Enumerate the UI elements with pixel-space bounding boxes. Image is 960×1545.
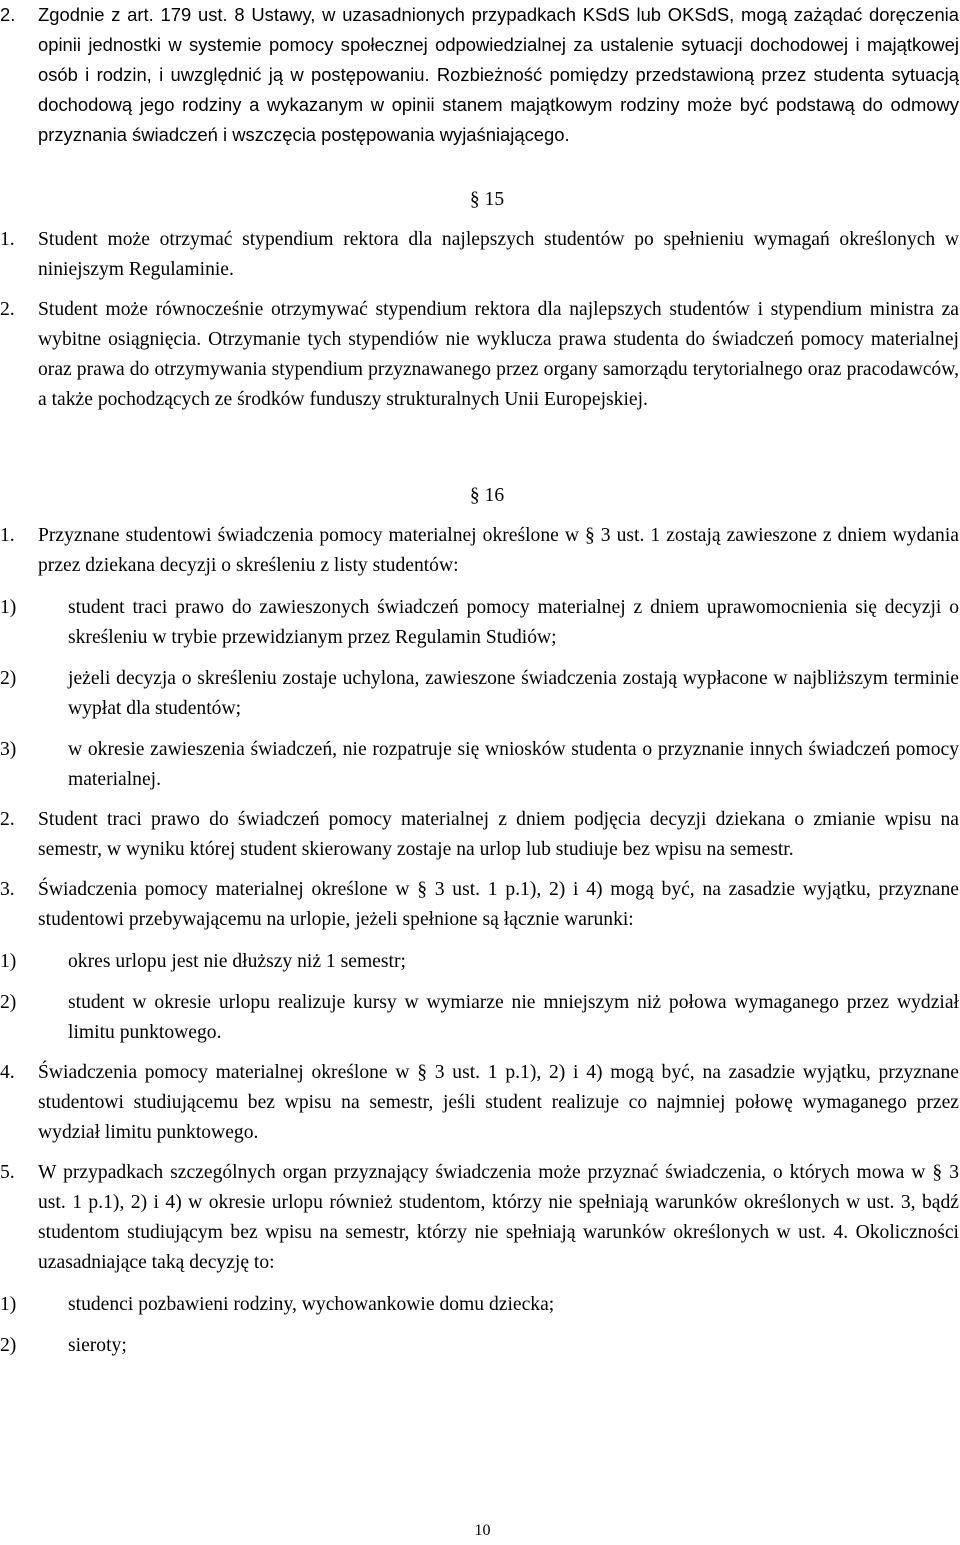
subitem-number: 1): [0, 951, 17, 972]
subitem-text: w okresie zawieszenia świadczeń, nie rozpatruje się wniosków studenta o przyznanie innych świadczeń pomocy materialnej.: [68, 739, 959, 790]
section-heading: § 16: [469, 485, 505, 506]
subitem-number: 1): [0, 597, 17, 618]
section-16-item-3-sub-2: [0, 988, 959, 1048]
item-number: 2.: [0, 299, 15, 320]
subitem-text: studenci pozbawieni rodziny, wychowankowie domu dziecka;: [68, 1294, 555, 1315]
section-16-item-3-sub-1: [0, 947, 959, 977]
item-text: Świadczenia pomocy materialnej określone w § 3 ust. 1 p.1), 2) i 4) mogą być, na zasadzie wyjątku, przyznane studentowi przebywającemu na urlopie, jeżeli spełnione są łącznie warunki:: [38, 879, 959, 930]
item-number: 1.: [0, 229, 15, 250]
section-16-item-3: [0, 875, 959, 935]
subitem-number: 2): [0, 1335, 17, 1356]
subitem-spacer: [28, 735, 68, 795]
subitem-text: sieroty;: [68, 1335, 127, 1356]
item-number: 4.: [0, 1062, 15, 1083]
subitem-spacer: [28, 593, 68, 653]
item-text: Student może równocześnie otrzymywać stypendium rektora dla najlepszych studentów i stypendium ministra za wybitne osiągnięcia. Otrzymanie tych stypendiów nie wyklucza prawa studenta do świadczeń pomocy materialnej oraz prawa do otrzymywania stypendium przyznawanego przez organy samorządu terytorialnego oraz pracodawców, a także pochodzących ze środków funduszy strukturalnych Unii Europejskiej.: [38, 299, 959, 410]
item-number: 3.: [0, 879, 15, 900]
section-16-item-5-sub-2: [0, 1331, 959, 1361]
item-number: 2.: [0, 809, 15, 830]
paragraph-item-2-intro: [0, 0, 959, 150]
section-16-item-1-sub-3: [0, 735, 959, 795]
subitem-text: jeżeli decyzja o skreśleniu zostaje uchylona, zawieszone świadczenia zostają wypłacone w najbliższym terminie wypłat dla studentów;: [68, 668, 959, 719]
section-16-item-5: [0, 1158, 959, 1278]
section-16-item-1-sub-2: [0, 664, 959, 724]
page-number: 10: [474, 1522, 491, 1539]
section-16-item-1-sub-1: [0, 593, 959, 653]
subitem-number: 2): [0, 992, 17, 1013]
subitem-spacer: [28, 947, 68, 977]
item-text: Świadczenia pomocy materialnej określone w § 3 ust. 1 p.1), 2) i 4) mogą być, na zasadzie wyjątku, przyznane studentowi studiującemu bez wpisu na semestr, jeśli student realizuje co najmniej połowę wymaganego przez wydział limitu punktowego.: [38, 1062, 959, 1143]
item-number: 1.: [0, 525, 15, 546]
item-number: 5.: [0, 1162, 15, 1183]
item-text: W przypadkach szczególnych organ przyznający świadczenia może przyznać świadczenia, o których mowa w § 3 ust. 1 p.1), 2) i 4) w okresie urlopu również studentom, którzy nie spełniają warunków określonych w ust. 3, bądź studentom studiującym bez wpisu na semestr, którzy nie spełniają warunków określonych w ust. 4. Okoliczności uzasadniające taką decyzję to:: [38, 1162, 959, 1273]
subitem-text: okres urlopu jest nie dłuższy niż 1 semestr;: [68, 951, 406, 972]
section-15: [0, 185, 959, 415]
subitem-spacer: [28, 988, 68, 1048]
section-16: [0, 481, 959, 1361]
item-text: Zgodnie z art. 179 ust. 8 Ustawy, w uzasadnionych przypadkach KSdS lub OKSdS, mogą zażądać doręczenia opinii jednostki w systemie pomocy społecznej odpowiedzialnej za ustalenie sytuacji dochodowej i majątkowej osób i rodzin, i uwzględnić ją w postępowaniu. Rozbieżność pomiędzy przedstawioną przez studenta sytuacją dochodową jego rodziny a wykazanym w opinii stanem majątkowym rodziny może być podstawą do odmowy przyznania świadczeń i wszczęcia postępowania wyjaśniającego.: [38, 4, 959, 145]
item-text: Student może otrzymać stypendium rektora dla najlepszych studentów po spełnieniu wymagań określonych w niniejszym Regulaminie.: [38, 229, 959, 280]
subitem-spacer: [28, 664, 68, 724]
item-text: Student traci prawo do świadczeń pomocy materialnej z dniem podjęcia decyzji dziekana o zmianie wpisu na semestr, w wyniku której student skierowany zostaje na urlop lub studiuje bez wpisu na semestr.: [38, 809, 959, 860]
section-heading: § 15: [469, 189, 505, 210]
subitem-text: student w okresie urlopu realizuje kursy w wymiarze nie mniejszym niż połowa wymaganego przez wydział limitu punktowego.: [68, 992, 959, 1043]
subitem-spacer: [28, 1331, 68, 1361]
section-16-item-1: [0, 521, 959, 581]
section-16-item-4: [0, 1058, 959, 1148]
subitem-number: 3): [0, 739, 17, 760]
section-15-item-2: [0, 295, 959, 415]
section-16-item-5-sub-1: [0, 1290, 959, 1320]
item-number: 2.: [0, 4, 16, 25]
subitem-text: student traci prawo do zawieszonych świadczeń pomocy materialnej z dniem uprawomocnienia się decyzji o skreśleniu w trybie przewidzianym przez Regulamin Studiów;: [68, 597, 959, 648]
subitem-number: 2): [0, 668, 17, 689]
item-text: Przyznane studentowi świadczenia pomocy materialnej określone w § 3 ust. 1 zostają zawieszone z dniem wydania przez dziekana decyzji o skreśleniu z listy studentów:: [38, 525, 959, 576]
section-16-item-2: [0, 805, 959, 865]
subitem-spacer: [28, 1290, 68, 1320]
section-15-item-1: [0, 225, 959, 285]
subitem-number: 1): [0, 1294, 17, 1315]
